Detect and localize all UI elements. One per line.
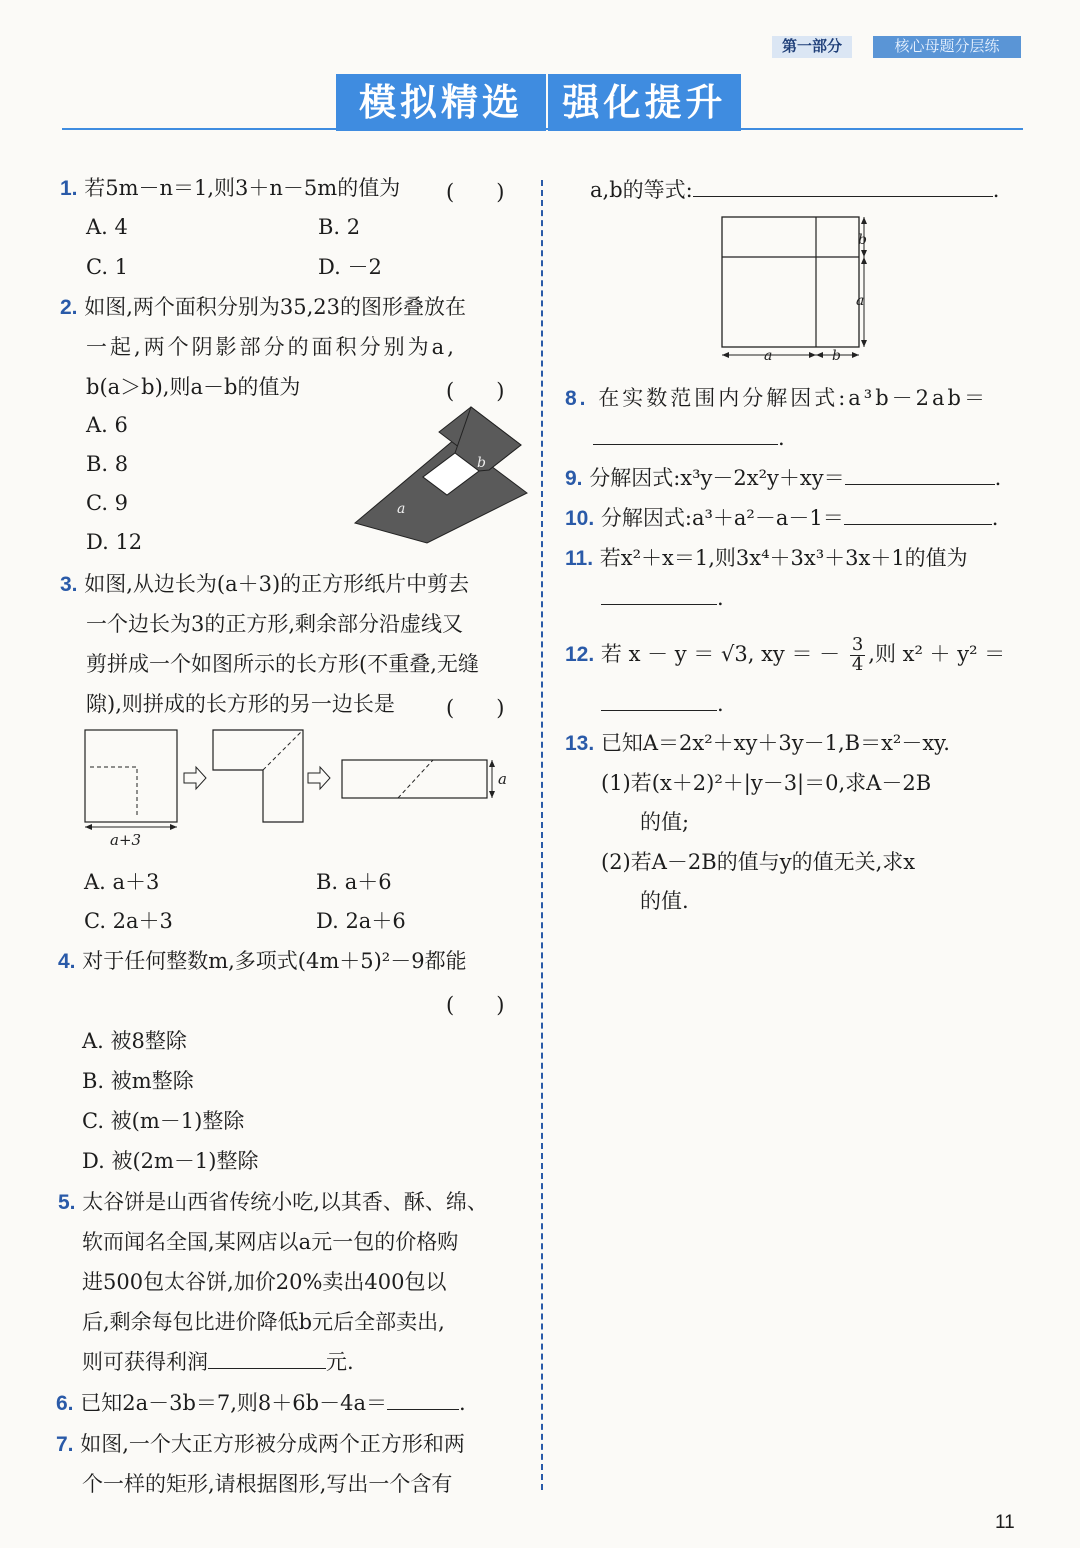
q4-option-c: C. 被(m－1)整除 bbox=[82, 1109, 245, 1133]
q7-arrow-bh-right bbox=[852, 352, 859, 358]
q13-part1-line2: 的值; bbox=[640, 810, 690, 834]
q7-arrow-ah-right bbox=[809, 352, 816, 358]
q3-rect-dashed bbox=[398, 760, 433, 798]
q6-answer-blank[interactable] bbox=[387, 1408, 459, 1410]
q7-arrow-a-bottom bbox=[861, 340, 867, 347]
q5-line2: 软而闻名全国,某网店以a元一包的价格购 bbox=[82, 1230, 459, 1254]
q2-line1 bbox=[60, 295, 466, 320]
q3-number: 3. bbox=[60, 573, 78, 596]
q7-figure bbox=[712, 212, 882, 372]
q3-line1 bbox=[60, 572, 469, 597]
q13-stem bbox=[565, 731, 950, 756]
q7-arrow-b-bottom bbox=[861, 250, 867, 257]
q3-figure bbox=[80, 725, 520, 855]
section-label: 核心母题分层练 bbox=[873, 36, 1021, 58]
q4-option-b: B. 被m整除 bbox=[82, 1069, 194, 1093]
q12-answer-blank[interactable] bbox=[601, 709, 717, 711]
q3-square bbox=[85, 730, 177, 822]
part-label: 第一部分 bbox=[772, 36, 852, 58]
q1-option-a: A. 4 bbox=[86, 215, 128, 239]
q3-height-arrow-top bbox=[489, 760, 495, 767]
q1-number: 1. bbox=[60, 177, 78, 200]
q9-line bbox=[565, 466, 1001, 491]
q12-line2 bbox=[601, 692, 724, 717]
q10-end: . bbox=[991, 506, 999, 530]
q3-cut-line bbox=[90, 767, 137, 817]
q7-text-3: a,b的等式: bbox=[590, 178, 693, 202]
q7-label-a-vertical: a bbox=[856, 293, 865, 309]
q3-dim-arrow-left bbox=[85, 824, 92, 830]
q13-part2-line2: 的值. bbox=[640, 889, 689, 913]
q5-line4: 后,剩余每包比进价降低b元后全部卖出, bbox=[82, 1310, 445, 1334]
q2-option-b: B. 8 bbox=[86, 452, 129, 476]
q13-number: 13. bbox=[565, 732, 595, 755]
q7-end: . bbox=[992, 178, 1000, 202]
q2-label-a: a bbox=[397, 501, 406, 517]
q9-number: 9. bbox=[565, 467, 583, 490]
q6-end: . bbox=[458, 1391, 466, 1415]
q3-line2: 一个边长为3的正方形,剩余部分沿虚线又 bbox=[86, 612, 464, 636]
q7-number: 7. bbox=[56, 1433, 74, 1456]
q3-label-a: a bbox=[498, 770, 507, 788]
q12-fraction bbox=[850, 636, 865, 675]
q5-line3: 进500包太谷饼,加价20%卖出400包以 bbox=[82, 1270, 447, 1294]
q1-option-c: C. 1 bbox=[86, 255, 129, 279]
q4-number: 4. bbox=[58, 950, 76, 973]
q2-figure bbox=[345, 405, 530, 545]
q2-answer-paren: ( ) bbox=[446, 379, 505, 403]
q4-option-d: D. 被(2m－1)整除 bbox=[82, 1149, 259, 1173]
q11-answer-blank[interactable] bbox=[601, 603, 717, 605]
q3-line3: 剪拼成一个如图所示的长方形(不重叠,无缝 bbox=[86, 652, 479, 676]
q13-part2-line1: (2)若A－2B的值与y的值无关,求x bbox=[601, 850, 916, 874]
q3-arrow-2 bbox=[308, 767, 330, 789]
q12-line1 bbox=[565, 636, 1005, 675]
q4-answer-paren: ( ) bbox=[446, 993, 505, 1017]
q2-text-1: 如图,两个面积分别为35,23的图形叠放在 bbox=[84, 295, 466, 319]
q4-line1 bbox=[58, 949, 467, 974]
q5-text-5-end: 元. bbox=[326, 1350, 354, 1374]
page-number: 11 bbox=[995, 1512, 1015, 1533]
q7-text-1: 如图,一个大正方形被分成两个正方形和两 bbox=[80, 1432, 465, 1456]
q3-option-b: B. a＋6 bbox=[316, 870, 392, 894]
q13-text: 已知A＝2x²＋xy＋3y－1,B＝x²－xy. bbox=[600, 731, 950, 755]
q6-line bbox=[56, 1391, 466, 1416]
q11-number: 11. bbox=[565, 547, 594, 570]
q2-line2: 一起,两个阴影部分的面积分别为a, bbox=[86, 335, 457, 359]
q8-number: 8. bbox=[565, 387, 589, 410]
q2-option-c: C. 9 bbox=[86, 491, 129, 515]
q11-end: . bbox=[717, 586, 724, 610]
q3-dim-arrow-right bbox=[170, 824, 177, 830]
q8-end: . bbox=[778, 426, 785, 450]
q4-text-1: 对于任何整数m,多项式(4m＋5)²－9都能 bbox=[82, 949, 467, 973]
q1-answer-paren: ( ) bbox=[446, 180, 505, 204]
q6-text: 已知2a－3b＝7,则8＋6b－4a＝ bbox=[80, 1391, 387, 1415]
q11-line1 bbox=[565, 546, 968, 571]
q1-stem bbox=[60, 176, 400, 201]
q11-text: 若x²＋x＝1,则3x⁴＋3x³＋3x＋1的值为 bbox=[599, 546, 968, 570]
title-left: 模拟精选 bbox=[336, 74, 546, 131]
title-right: 强化提升 bbox=[548, 74, 741, 131]
q3-middle-dashed bbox=[263, 730, 303, 770]
q5-answer-blank[interactable] bbox=[208, 1367, 326, 1369]
q2-label-b: b bbox=[477, 455, 486, 471]
q2-line3: b(a＞b),则a－b的值为 bbox=[86, 375, 301, 399]
q8-line1 bbox=[565, 386, 988, 411]
q7-line3 bbox=[590, 178, 999, 203]
q1-option-d: D. －2 bbox=[318, 255, 382, 279]
q3-height-arrow-bottom bbox=[489, 791, 495, 798]
q8-answer-blank[interactable] bbox=[593, 443, 778, 445]
q12-number: 12. bbox=[565, 642, 595, 666]
q3-answer-paren: ( ) bbox=[446, 696, 505, 720]
q1-text: 若5m－n＝1,则3＋n－5m的值为 bbox=[84, 176, 401, 200]
q3-option-c: C. 2a＋3 bbox=[84, 909, 173, 933]
q3-option-a: A. a＋3 bbox=[84, 870, 160, 894]
q13-part1-line1: (1)若(x＋2)²＋|y－3|＝0,求A－2B bbox=[601, 771, 932, 795]
q12-text-post: ,则 x² ＋ y² ＝ bbox=[868, 641, 1006, 666]
q7-arrow-bh-left bbox=[816, 352, 823, 358]
q7-label-a-horizontal: a bbox=[764, 348, 773, 364]
q3-text-1: 如图,从边长为(a＋3)的正方形纸片中剪去 bbox=[84, 572, 470, 596]
q6-number: 6. bbox=[56, 1392, 74, 1415]
q5-text-1: 太谷饼是山西省传统小吃,以其香、酥、绵、 bbox=[82, 1190, 488, 1214]
q12-frac-den: 4 bbox=[851, 653, 864, 675]
q7-arrow-ah-left bbox=[722, 352, 729, 358]
q2-option-d: D. 12 bbox=[86, 530, 143, 554]
q8-text: 在实数范围内分解因式:a³b－2ab＝ bbox=[598, 386, 988, 410]
q9-text: 分解因式:x³y－2x²y＋xy＝ bbox=[589, 466, 845, 490]
q2-number: 2. bbox=[60, 296, 78, 319]
q7-label-b-horizontal: b bbox=[832, 348, 841, 364]
q3-label-side: a+3 bbox=[110, 831, 142, 849]
q5-number: 5. bbox=[58, 1191, 76, 1214]
q5-text-5: 则可获得利润 bbox=[82, 1350, 208, 1374]
q3-rectangle bbox=[342, 760, 487, 798]
q7-line1 bbox=[56, 1432, 465, 1457]
q7-big-square bbox=[722, 217, 859, 347]
q12-end: . bbox=[717, 692, 724, 716]
q1-option-b: B. 2 bbox=[318, 215, 361, 239]
q12-frac-num: 3 bbox=[851, 634, 864, 655]
q10-number: 10. bbox=[565, 507, 595, 530]
q10-line bbox=[565, 506, 998, 531]
q3-arrow-1 bbox=[184, 767, 206, 789]
q4-option-a: A. 被8整除 bbox=[82, 1029, 187, 1053]
q5-line1 bbox=[58, 1190, 488, 1215]
q7-line2: 个一样的矩形,请根据图形,写出一个含有 bbox=[82, 1472, 453, 1496]
q12-text-pre: 若 x － y ＝ √3, xy ＝ － bbox=[600, 641, 841, 666]
q3-line4: 隙),则拼成的长方形的另一边长是 bbox=[86, 692, 395, 716]
title-rule bbox=[62, 128, 1023, 130]
q5-line5 bbox=[82, 1350, 354, 1375]
column-divider bbox=[541, 180, 543, 1490]
q7-label-b-vertical: b bbox=[858, 232, 867, 248]
q7-answer-blank[interactable] bbox=[693, 195, 993, 197]
q2-option-a: A. 6 bbox=[86, 413, 128, 437]
q10-answer-blank[interactable] bbox=[844, 523, 992, 525]
q3-option-d: D. 2a＋6 bbox=[316, 909, 406, 933]
q8-line2 bbox=[593, 426, 785, 451]
q10-text: 分解因式:a³＋a²－a－1＝ bbox=[600, 506, 844, 530]
q7-arrow-b-top bbox=[861, 217, 867, 224]
q9-end: . bbox=[994, 466, 1002, 490]
q9-answer-blank[interactable] bbox=[845, 483, 995, 485]
q11-line2 bbox=[601, 586, 724, 611]
q7-arrow-a-top bbox=[861, 257, 867, 264]
